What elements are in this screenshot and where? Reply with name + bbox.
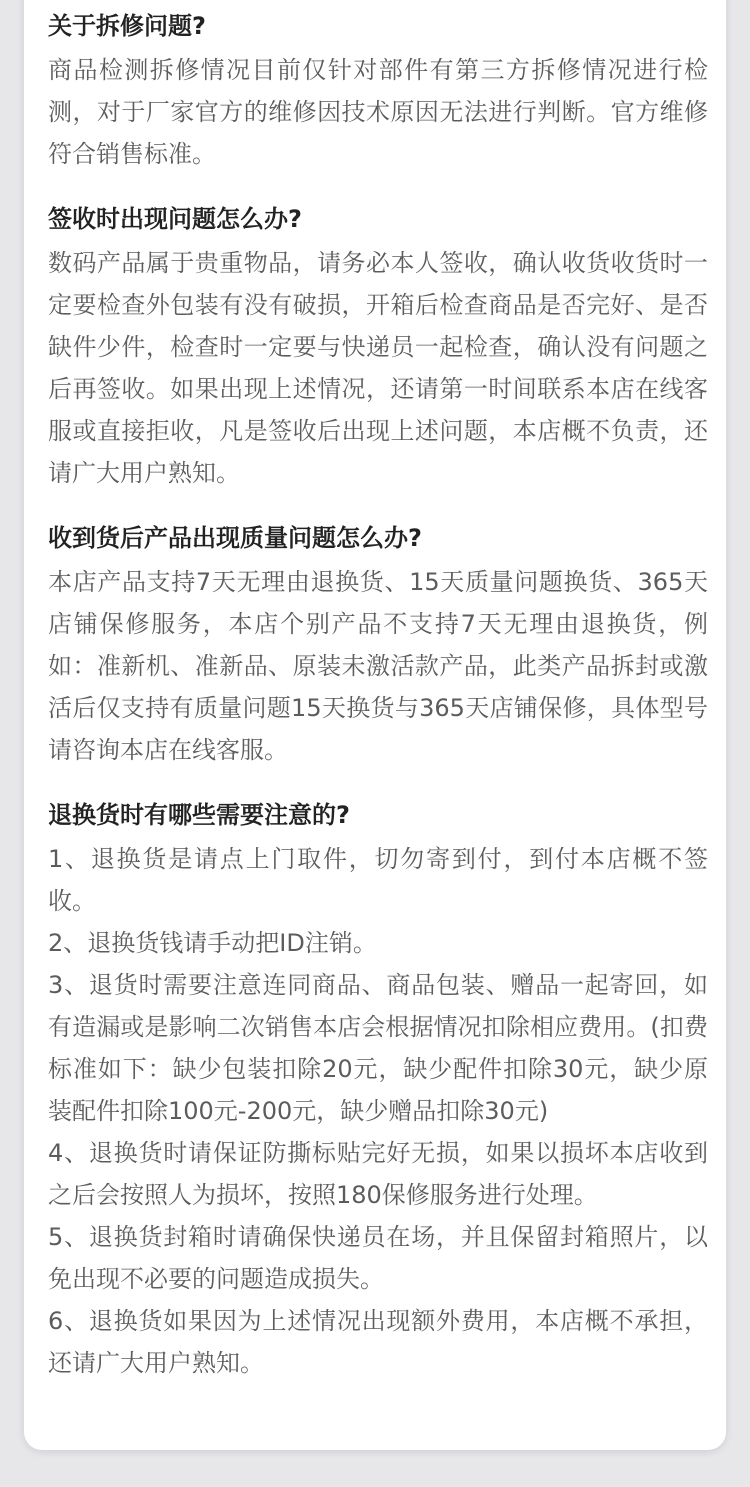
return-note-item: 5、退换货封箱时请确保快递员在场，并且保留封箱照片，以免出现不必要的问题造成损失。	[48, 1223, 708, 1293]
faq-answer: 数码产品属于贵重物品，请务必本人签收，确认收货收货时一定要检查外包装有没有破损，开箱后检查商品是否完好、是否缺件少件，检查时一定要与快递员一起检查，确认没有问题之后再签收。如果出现上述情况，还请第一时间联系本店在线客服或直接拒收，凡是签收后出现上述问题，本店概不负责，还请广大用户熟知。	[48, 249, 708, 487]
faq-question: 退换货时有哪些需要注意的?	[48, 801, 350, 829]
faq-section-signing	[48, 196, 708, 494]
return-note-item: 2、退换货钱请手动把ID注销。	[48, 929, 377, 957]
faq-question: 签收时出现问题怎么办?	[48, 205, 302, 233]
return-note-item: 1、退换货是请点上门取件，切勿寄到付，到付本店概不签收。	[48, 845, 708, 915]
faq-answer: 商品检测拆修情况目前仅针对部件有第三方拆修情况进行检测，对于厂家官方的维修因技术原因无法进行判断。官方维修符合销售标准。	[48, 56, 708, 168]
faq-section-disassembly	[48, 3, 708, 175]
faq-section-quality	[48, 515, 708, 771]
faq-answer: 本店产品支持7天无理由退换货、15天质量问题换货、365天店铺保修服务，本店个别产品不支持7天无理由退换货，例如：准新机、准新品、原装未激活款产品，此类产品拆封或激活后仅支持有质量问题15天换货与365天店铺保修，具体型号请咨询本店在线客服。	[48, 568, 708, 764]
faq-question: 收到货后产品出现质量问题怎么办?	[48, 524, 422, 552]
return-note-item: 4、退换货时请保证防撕标贴完好无损，如果以损坏本店收到之后会按照人为损坏，按照180保修服务进行处理。	[48, 1139, 708, 1209]
return-note-item: 3、退货时需要注意连同商品、商品包装、赠品一起寄回，如有造漏或是影响二次销售本店会根据情况扣除相应费用。(扣费标准如下：缺少包装扣除20元，缺少配件扣除30元，缺少原装配件扣除100元-200元，缺少赠品扣除30元)	[48, 971, 708, 1125]
return-note-item: 6、退换货如果因为上述情况出现额外费用，本店概不承担，还请广大用户熟知。	[48, 1307, 708, 1377]
faq-content	[48, 0, 708, 1405]
faq-question: 关于拆修问题?	[48, 12, 206, 40]
faq-section-returns	[48, 792, 708, 1384]
